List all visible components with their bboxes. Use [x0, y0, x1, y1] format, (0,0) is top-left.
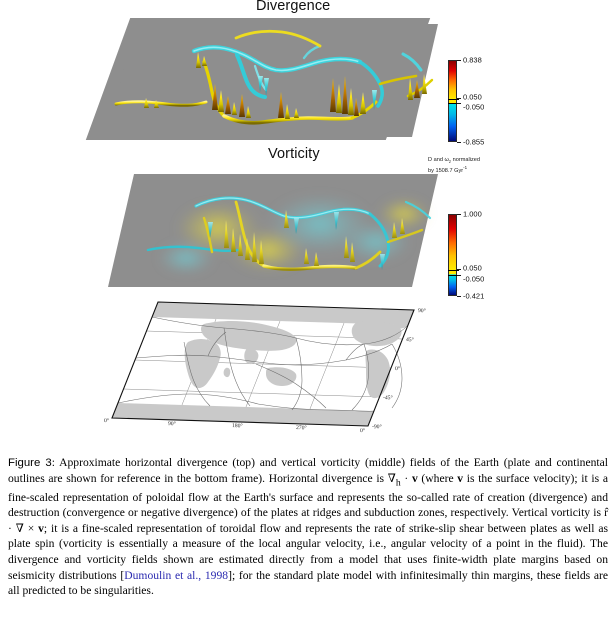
vorticity-label-min: -0.421: [463, 291, 485, 301]
dot-operator: ·: [400, 472, 412, 486]
vorticity-colorbar-strip: [448, 214, 457, 296]
lat-label-90: 90°: [417, 308, 426, 315]
vorticity-field-relief: [108, 168, 438, 293]
caption-part-1: Approximate horizontal divergence (top) and vertical vorticity (middle) fields of the Earth (plate and continental outlines are shown for reference in the bottom frame). Horizontal divergence is: [8, 456, 608, 486]
caption-part-4: ; it is a fine-scaled representation of toroidal flow and represents the rate of strike-slip shear between plates as well as plate spin (vorticity is essentially a measure of the local angular velocity, i.e., angular velocity of a point in the fluid). The divergence and vorticity fields shown are estimated directly from a model that uses finite-width plate margins based on seismicity distributions [: [8, 521, 608, 582]
normalization-note: [428, 156, 523, 175]
vorticity-tick-neg-zero: [457, 275, 461, 276]
divergence-label-neg-zero: -0.050: [463, 102, 485, 112]
omega-symbol: ω: [444, 157, 449, 163]
lat-label-0: 0°: [394, 366, 401, 373]
divergence-colorbar: [448, 55, 485, 147]
vorticity-tick-pos-zero: [457, 269, 461, 270]
lat-label-neg90: -90°: [371, 424, 382, 431]
lon-label-0: 0°: [103, 418, 110, 425]
divergence-tick-pos-zero: [457, 98, 461, 99]
citation-link[interactable]: Dumoulin et al., 1998: [124, 568, 229, 582]
caption-part-3: is the surface velocity); it is a fine-scaled representation of poloidal flow at the Earth's surface and represents the so-called rate of creation (divergence) and destruction (convergence or negative divergence) of the plates at ridges and subduction zones, respectively. Vertical vorticity is: [8, 472, 608, 520]
lat-label-45: 45°: [405, 337, 414, 344]
lon-label-180: 180°: [231, 423, 243, 430]
vorticity-label-pos-zero: 0.050: [463, 263, 482, 273]
divergence-panel-title: Divergence: [256, 0, 331, 14]
vorticity-label-max: 1.000: [463, 209, 482, 219]
divergence-label-pos-zero: 0.050: [463, 92, 482, 102]
vorticity-colorbar: [448, 209, 485, 301]
divergence-colorbar-strip: [448, 60, 457, 142]
figure-label: Figure 3: [8, 457, 52, 469]
norm-superscript: -1: [463, 165, 468, 171]
velocity-vector-1: v: [411, 472, 418, 486]
divergence-tick-max: [457, 60, 461, 61]
curl-operator: r̂ · ∇ ×: [8, 506, 608, 535]
lat-label-neg45: -45°: [382, 395, 393, 402]
norm-line2-a: by 1508.7 Gyr: [428, 168, 464, 175]
vorticity-label-neg-zero: -0.050: [463, 274, 485, 284]
reference-map-svg: [96, 298, 426, 443]
caption-part-2: (where: [417, 472, 458, 486]
lon-label-90: 90°: [167, 421, 176, 428]
divergence-label-min: -0.855: [463, 137, 485, 147]
divergence-surface-plot: [108, 18, 438, 143]
divergence-field-relief: [108, 18, 438, 143]
nabla-symbol: ∇: [387, 472, 396, 486]
divergence-tick-min: [457, 142, 461, 143]
vorticity-tick-max: [457, 214, 461, 215]
figure-caption: [8, 455, 608, 599]
vorticity-tick-min: [457, 296, 461, 297]
lon-label-270: 270°: [295, 425, 307, 432]
velocity-vector-2: v: [457, 472, 464, 486]
velocity-vector-3: v: [38, 521, 44, 535]
caption-part-5: ]; for the standard plate model with infinitesimally thin margins, these fields are all predicted to be singularities.: [8, 568, 609, 598]
divergence-tick-neg-zero: [457, 103, 461, 104]
norm-line1-b: normalized: [451, 157, 480, 163]
divergence-label-max: 0.838: [463, 55, 482, 65]
reference-map-panel: [96, 298, 426, 443]
norm-subscript: z: [448, 159, 452, 165]
vorticity-surface-plot: [108, 168, 438, 293]
lon-label-360: 0°: [359, 428, 366, 435]
nabla-subscript-h: h: [395, 477, 401, 489]
vorticity-panel-title: Vorticity: [268, 146, 320, 162]
norm-line1-a: D and: [428, 157, 445, 163]
caption-separator: :: [51, 456, 60, 469]
